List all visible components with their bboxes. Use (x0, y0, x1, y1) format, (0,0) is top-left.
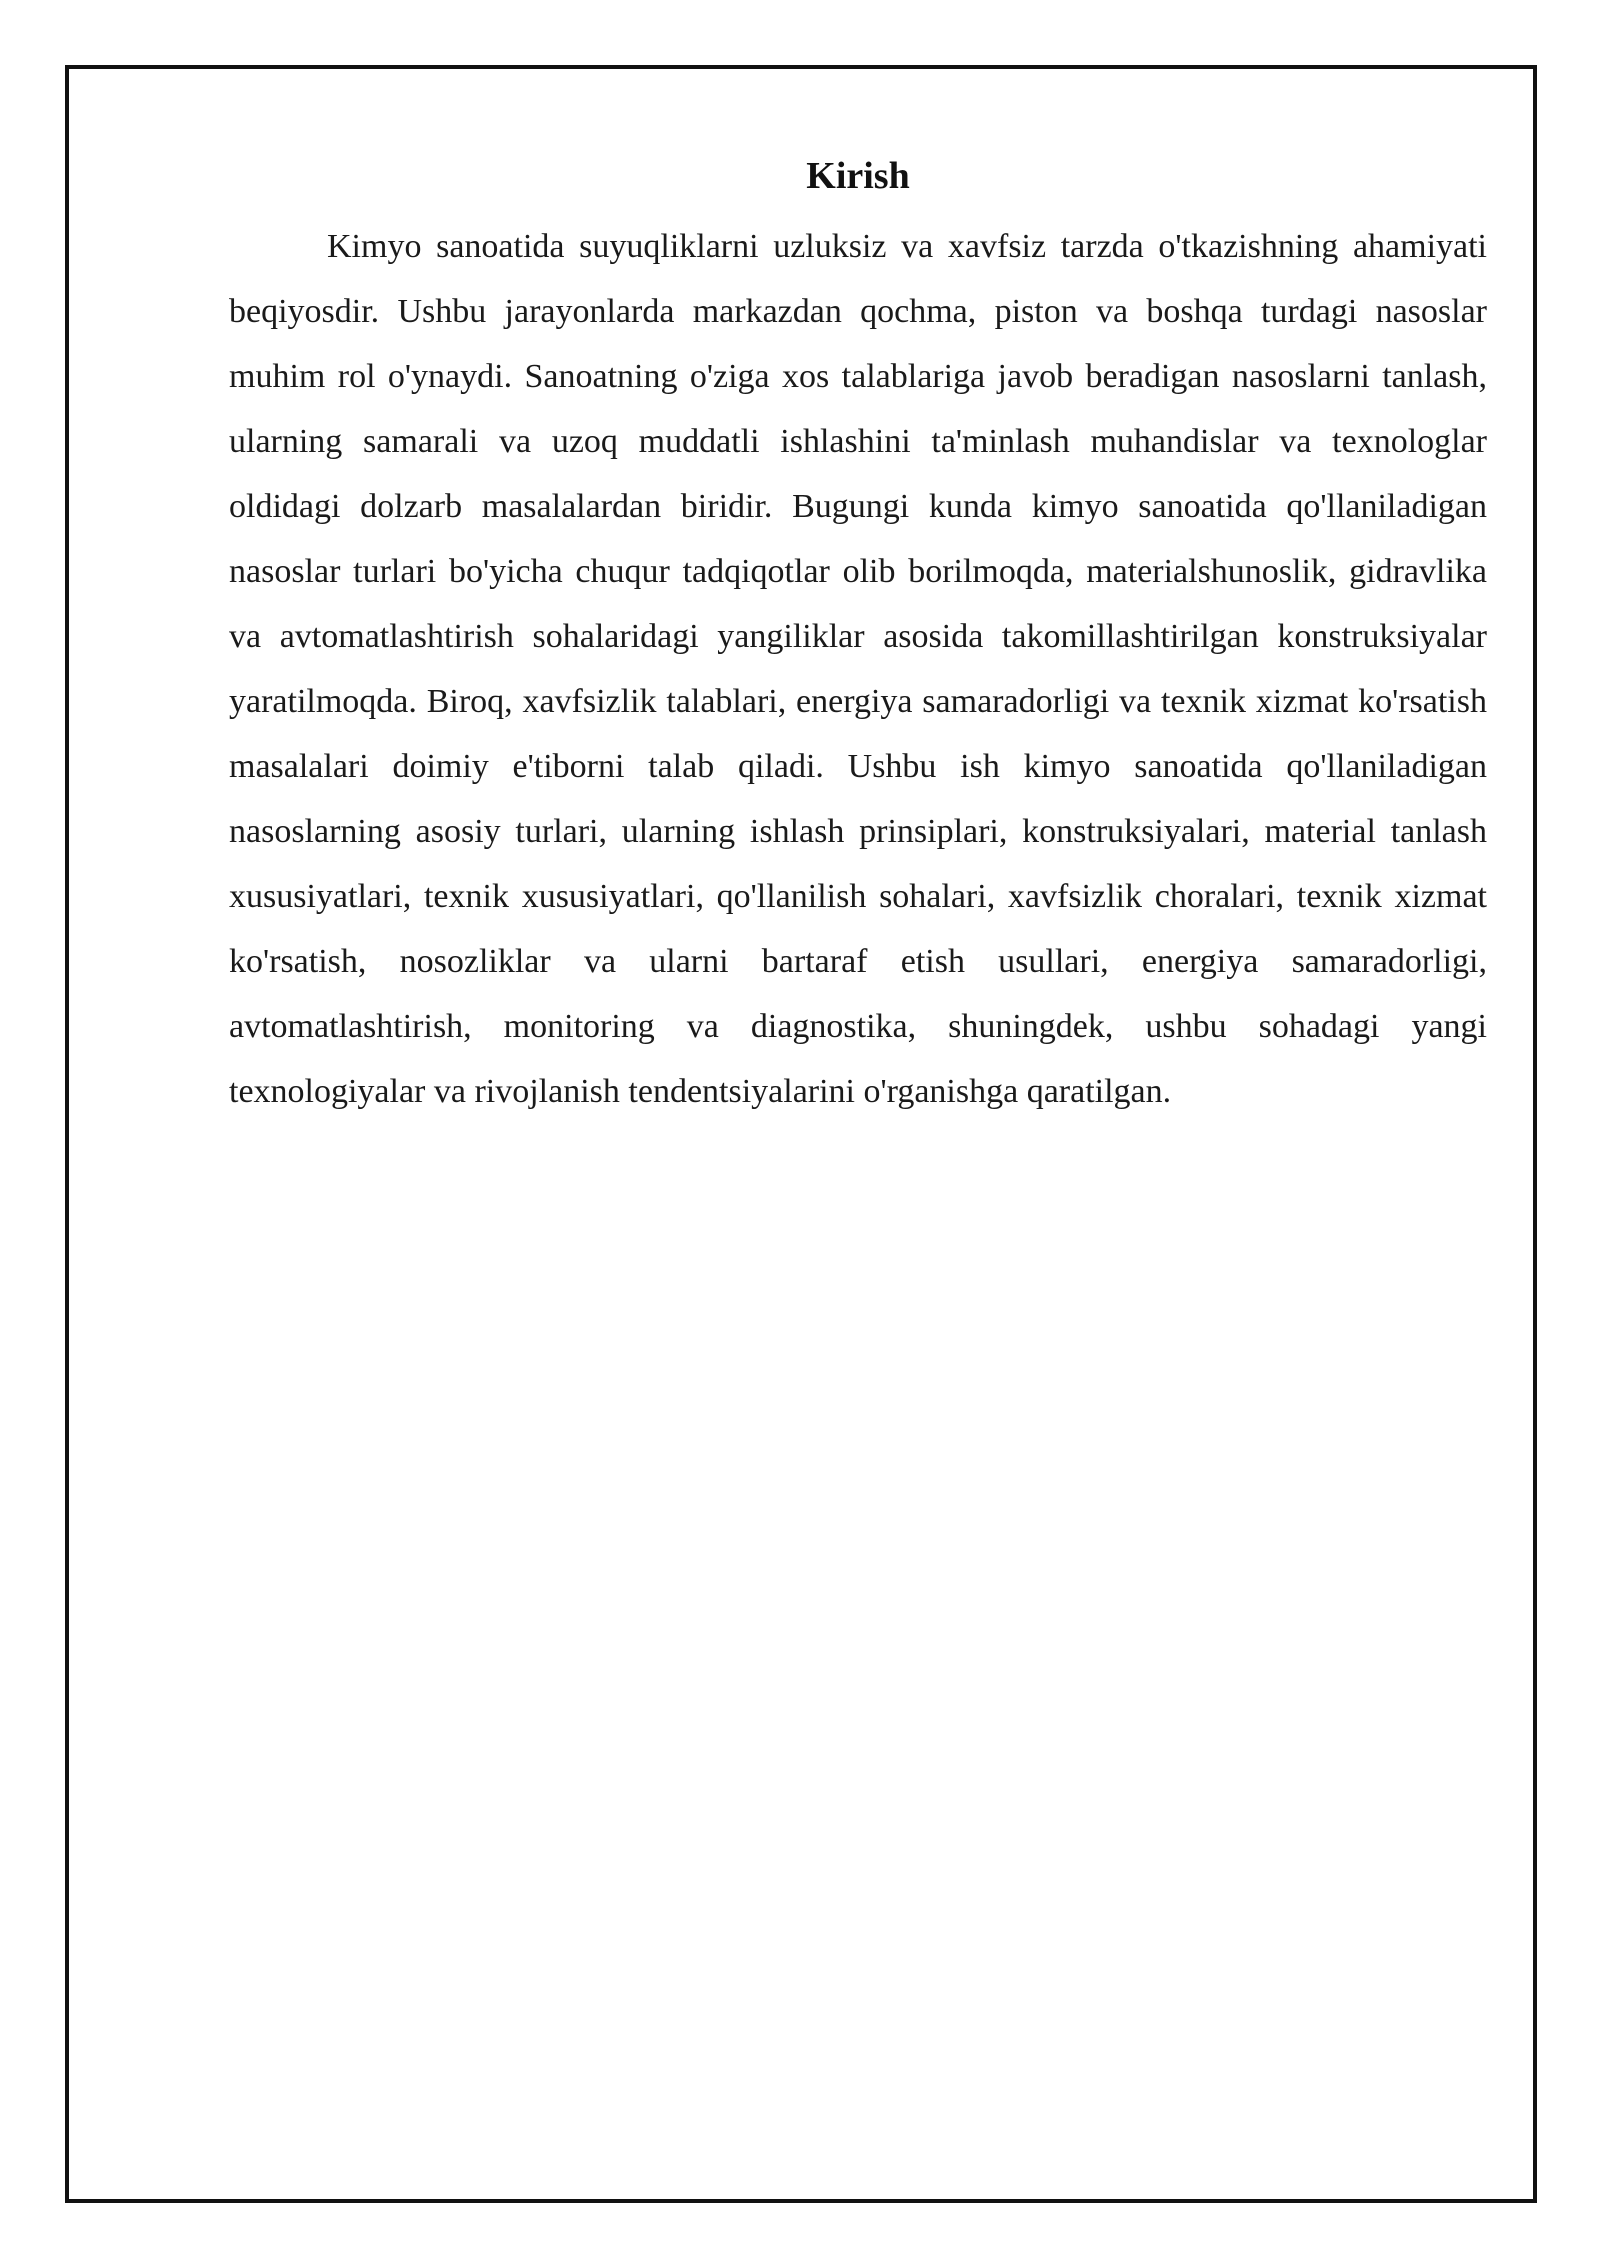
document-body (229, 150, 1487, 1124)
intro-paragraph: Kimyo sanoatida suyuqliklarni uzluksiz va xavfsiz tarzda o'tkazishning ahamiyati beqiyosdir. Ushbu jarayonlarda markazdan qochma, piston va boshqa turdagi nasoslar muhim rol o'ynaydi. Sanoatning o'ziga xos talablariga javob beradigan nasoslarni tanlash, ularning samarali va uzoq muddatli ishlashini ta'minlash muhandislar va texnologlar oldidagi dolzarb masalalardan biridir. Bugungi kunda kimyo sanoatida qo'llaniladigan nasoslar turlari bo'yicha chuqur tadqiqotlar olib borilmoqda, materialshunoslik, gidravlika va avtomatlashtirish sohalaridagi yangiliklar asosida takomillashtirilgan konstruksiyalar yaratilmoqda. Biroq, xavfsizlik talablari, energiya samaradorligi va texnik xizmat ko'rsatish masalalari doimiy e'tiborni talab qiladi. Ushbu ish kimyo sanoatida qo'llaniladigan nasoslarning asosiy turlari, ularning ishlash prinsiplari, konstruksiyalari, material tanlash xususiyatlari, texnik xususiyatlari, qo'llanilish sohalari, xavfsizlik choralari, texnik xizmat ko'rsatish, nosozliklar va ularni bartaraf etish usullari, energiya samaradorligi, avtomatlashtirish, monitoring va diagnostika, shuningdek, ushbu sohadagi yangi texnologiyalar va rivojlanish tendentsiyalarini o'rganishga qaratilgan. (229, 228, 1487, 1110)
section-heading: Kirish (806, 155, 910, 197)
